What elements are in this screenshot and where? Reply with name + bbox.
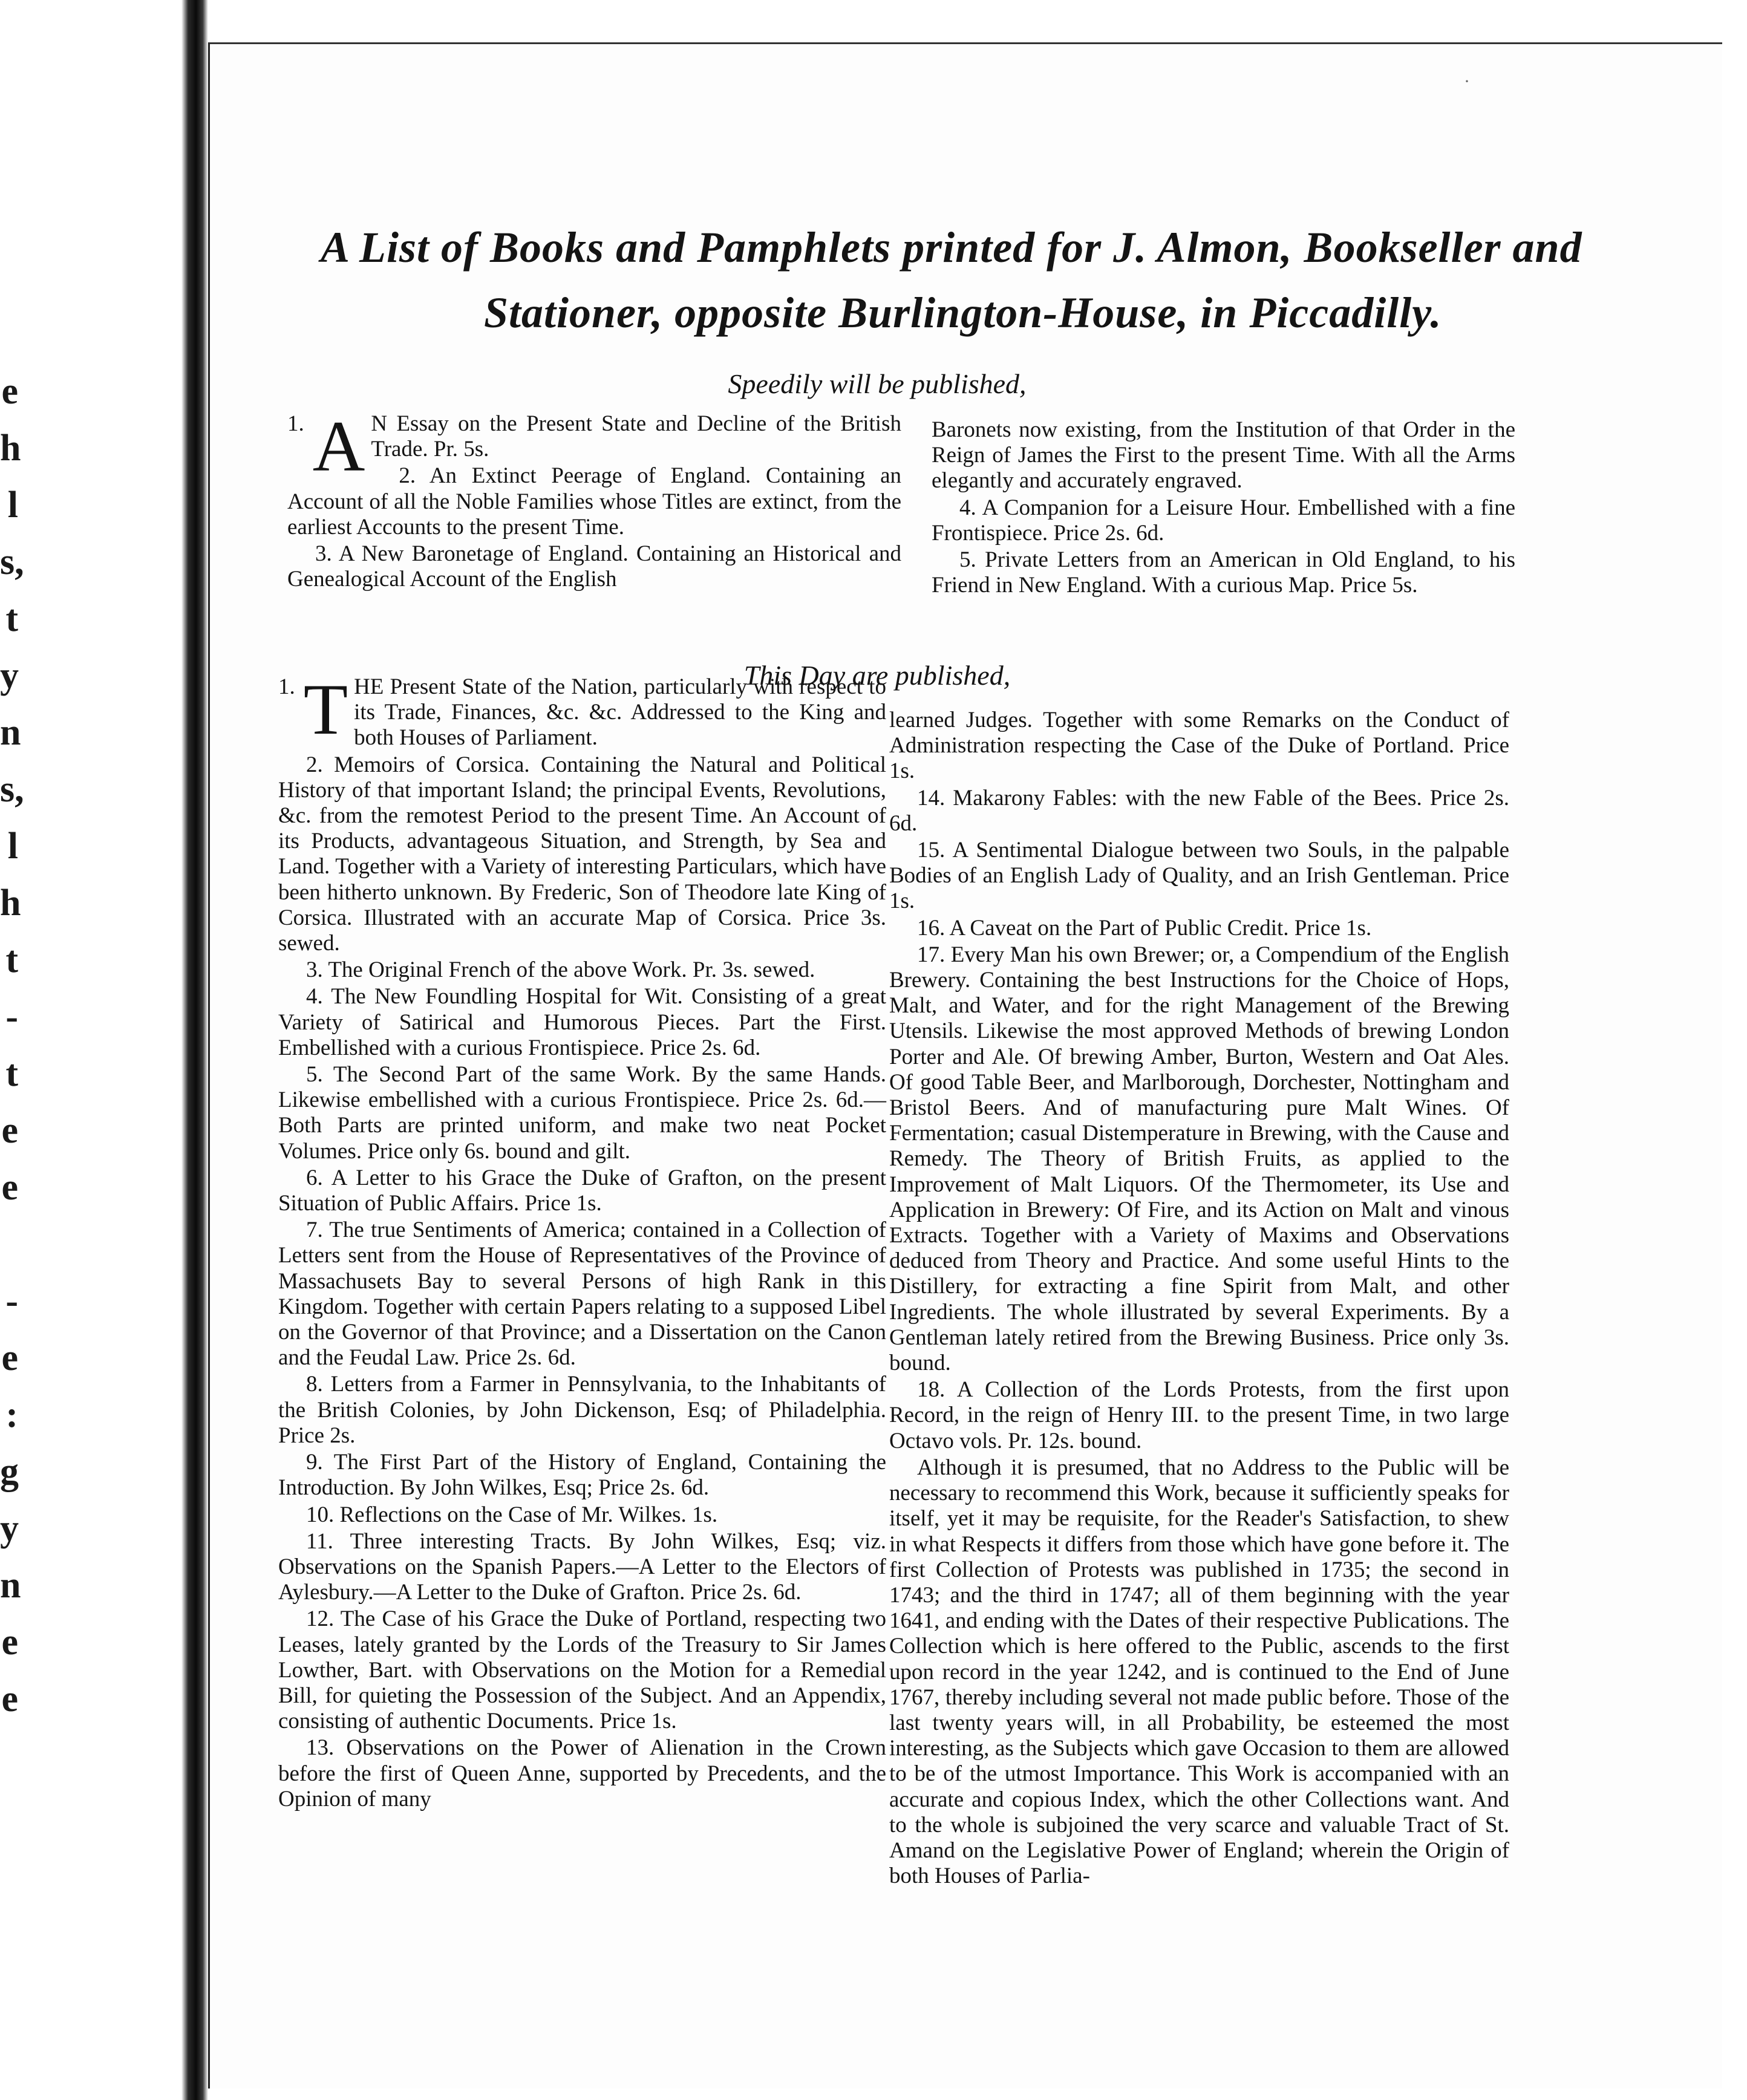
entry-text: HE Present State of the Nation, particularly with respect to its Trade, Finances, &c. &c. Addressed to the King and both Houses of Parliament. [354,674,886,751]
entry-text: 11. Three interesting Tracts. By John Wilkes, Esq; viz. Observations on the Spanish Papers.—A Letter to the Electors of Aylesbury.—A Letter to the Duke of Grafton. Price 2s. 6d. [278,1528,886,1605]
list-entry: 4. A Companion for a Leisure Hour. Embellished with a fine Frontispiece. Price 2s. 6d. [932,495,1515,546]
edge-letter: - [5,996,18,1037]
speedily-right-column [932,417,1515,599]
edge-letter: t [5,939,18,980]
list-entry [278,752,886,957]
list-entry [278,1529,886,1606]
drop-cap: A [312,406,365,486]
list-entry [278,669,886,751]
entry-text: 6. A Letter to his Grace the Duke of Grafton, on the present Situation of Public Affairs. Price 1s. [278,1165,886,1216]
edge-letter: l [7,826,18,867]
edge-letter: h [0,428,21,469]
list-entry [278,984,886,1061]
list-entry [287,541,901,592]
entry-text: 2. An Extinct Peerage of England. Containing an Account of all the Noble Families whose Titles are extinct, from the earliest Accounts to the present Time. [287,463,901,540]
edge-letter: g [0,1451,19,1492]
edge-letter: e [1,371,18,412]
list-entry [278,1735,886,1812]
edge-letter: t [5,1053,18,1094]
edge-letter: e [1,1337,18,1378]
list-entry: 15. A Sentimental Dialogue between two Souls, in the palpable Bodies of an English Lady of Quality, and an Irish Gentleman. Price 1s. [889,838,1509,914]
entry-text: 4. The New Foundling Hospital for Wit. Consisting of a great Variety of Satirical and Humorous Pieces. Part the First. Embellished with a curious Frontispiece. Price 2s. 6d. [278,984,886,1060]
list-entry [278,1502,886,1528]
edge-letter: h [0,882,21,924]
list-entry: Although it is presumed, that no Address to the Public will be necessary to recommend this Work, because it sufficiently speaks for itself, yet it may be requisite, for the Reader's Satisfaction, to shew in what Respects it differs from those which have gone before it. The first Collection of Protests was published in 1735; the second in 1743; and the third in 1747; all of them beginning with the year 1641, and ending with the Dates of their respective Publications. The Collection which is here offered to the Public, ascends to the first upon record in the year 1242, and is continued to the End of June 1767, thereby including several not made public before. Those of the last twenty years will, in all Probability, be esteemed the most interesting, as the Subjects which gave Occasion to them are allowed to be of the utmost Importance. This Work is accompanied with an accurate and copious Index, which the other Collections want. And to the whole is subjoined the very scarce and valuable Tract of St. Amand on the Legislative Power of England; wherein the Origin of both Houses of Parlia- [889,1455,1509,1889]
list-entry: learned Judges. Together with some Remarks on the Conduct of Administration respecting the Case of the Duke of Portland. Price 1s. [889,708,1509,784]
drop-cap: T [303,669,348,749]
book-gutter [181,0,208,2100]
title-line-2: Stationer, opposite Burlington-House, in Piccadilly. [484,289,1442,337]
list-entry [278,957,886,983]
list-entry: 16. A Caveat on the Part of Public Credit. Price 1s. [917,915,1372,941]
page-speck: · [1464,71,1470,91]
page-title [321,215,1615,345]
list-entry [278,1606,886,1734]
entry-number: 1. [278,674,295,699]
left-page-edge [0,0,192,2100]
edge-letter: e [1,1622,18,1663]
edge-letter: y [0,655,19,696]
edge-letter: - [5,1280,18,1322]
list-entry: 17. Every Man his own Brewer; or, a Compendium of the English Brewery. Containing the best Instructions for the Choice of Hops, Malt, and Water, and for the right Management of the Brewing Utensils. Likewise the most approved Methods of brewing London Porter and Ale. Of brewing Amber, Burton, Western and Oat Ales. Of good Table Beer, and Marlborough, Dorchester, Nottingham and Bristol Beers. And of manufacturing pure Malt Wines. Of Fermentation; casual Distemperature in Brewing, with the Cause and Remedy. The Theory of British Fruits, as applied to the Improvement of Malt Liquors. Of the Thermometer, its Use and Application in Brewery: Of Fire, and its Action on Malt and vinous Extracts. Together with a Variety of Maxims and Observations deduced from Theory and Practice. And some useful Hints to the Distillery, for extracting a fine Spirit from Malt, and other Ingredients. The whole illustrated by several Experiments. By a Gentleman lately retired from the Brewing Business. Price only 3s. bound. [889,942,1509,1376]
edge-letter: e [1,1167,18,1208]
entry-text: 7. The true Sentiments of America; contained in a Collection of Letters sent from the House of Representatives of the Province of Massachusets Bay to several Persons of high Rank in this Kingdom. Together with certain Papers relating to a supposed Libel on the Governor of that Province; and a Dissertation on the Canon and the Feudal Law. Price 2s. 6d. [278,1218,886,1371]
entry-text: 3. The Original French of the above Work. Pr. 3s. sewed. [306,957,815,983]
edge-letter: l [7,484,18,526]
speedily-left-column [287,406,901,593]
edge-letter [0,1216,22,1273]
entry-text: 5. The Second Part of the same Work. By the same Hands. Likewise embellished with a curious Frontispiece. Price 2s. 6d.—Both Parts are printed uniform, and make two neat Pocket Volumes. Price only 6s. bound and gilt. [278,1062,886,1164]
entry-text: 13. Observations on the Power of Alienation in the Crown before the first of Queen Anne, supported by Precedents, and the Opinion of many [278,1735,886,1811]
edge-letter: : [5,1394,18,1435]
edge-letter: e [1,1110,18,1151]
section-heading-speedily: Speedily will be published, [728,368,1027,399]
edge-letter: s, [0,769,24,810]
edge-letter: n [0,712,21,753]
list-entry: 18. A Collection of the Lords Protests, from the first upon Record, in the reign of Henry III. to the present Time, in two large Octavo vols. Pr. 12s. bound. [889,1377,1509,1453]
list-entry [287,406,901,486]
entry-text: 10. Reflections on the Case of Mr. Wilkes. 1s. [306,1502,718,1527]
entry-text: 8. Letters from a Farmer in Pennsylvania, to the Inhabitants of the British Colonies, by John Dickenson, Esq; of Philadelphia. Price 2s. [278,1372,886,1448]
edge-letter: s, [0,541,24,582]
list-entry: Baronets now existing, from the Institution of that Order in the Reign of James the First to the present Time. With all the Arms elegantly and accurately engraved. [932,417,1515,494]
edge-letter: y [0,1508,19,1549]
list-entry: 14. Makarony Fables: with the new Fable of the Bees. Price 2s. 6d. [889,785,1509,836]
entry-text: 2. Memoirs of Corsica. Containing the Natural and Political History of that important Island; the principal Events, Revolutions, &c. from the remotest Period to the present Time. An Account of its Products, advantageous Situation, and Strength, by Sea and Land. Together with a Variety of interesting Particulars, which have been hitherto unknown. By Frederic, Son of Theodore late King of Corsica. Illustrated with an accurate Map of Corsica. Price 3s. sewed. [278,752,886,956]
entry-text: 12. The Case of his Grace the Duke of Portland, respecting two Leases, lately granted by the Lords of the Treasury to Sir James Lowther, Bart. with Observations on the Motion for a Remedial Bill, for quieting the Possession of the Subject. And an Appendix, consisting of authentic Documents. Price 1s. [278,1606,886,1734]
left-page-cut-letters [0,363,24,1727]
entry-text: N Essay on the Present State and Decline of the British Trade. Pr. 5s. [371,411,901,462]
title-line-1: A List of Books and Pamphlets printed for J. Almon, Bookseller and [321,223,1582,272]
today-right-column [889,708,1509,1890]
list-entry [278,1166,886,1216]
list-entry [278,1372,886,1449]
entry-text: 3. A New Baronetage of England. Containing an Historical and Genealogical Account of the English [287,541,901,592]
list-entry [278,1450,886,1501]
section-heading-today: This Day are published, [743,660,1011,691]
list-entry [278,1218,886,1371]
list-entry [287,463,901,540]
entry-number: 1. [287,411,304,436]
entry-text: 9. The First Part of the History of England, Containing the Introduction. By John Wilkes, Esq; Price 2s. 6d. [278,1450,886,1501]
edge-letter: t [5,598,18,639]
edge-letter: n [0,1565,21,1606]
today-left-column [278,669,886,1813]
list-entry [278,1062,886,1164]
edge-letter: e [1,1678,18,1720]
list-entry: 5. Private Letters from an American in Old England, to his Friend in New England. With a curious Map. Price 5s. [932,547,1515,598]
